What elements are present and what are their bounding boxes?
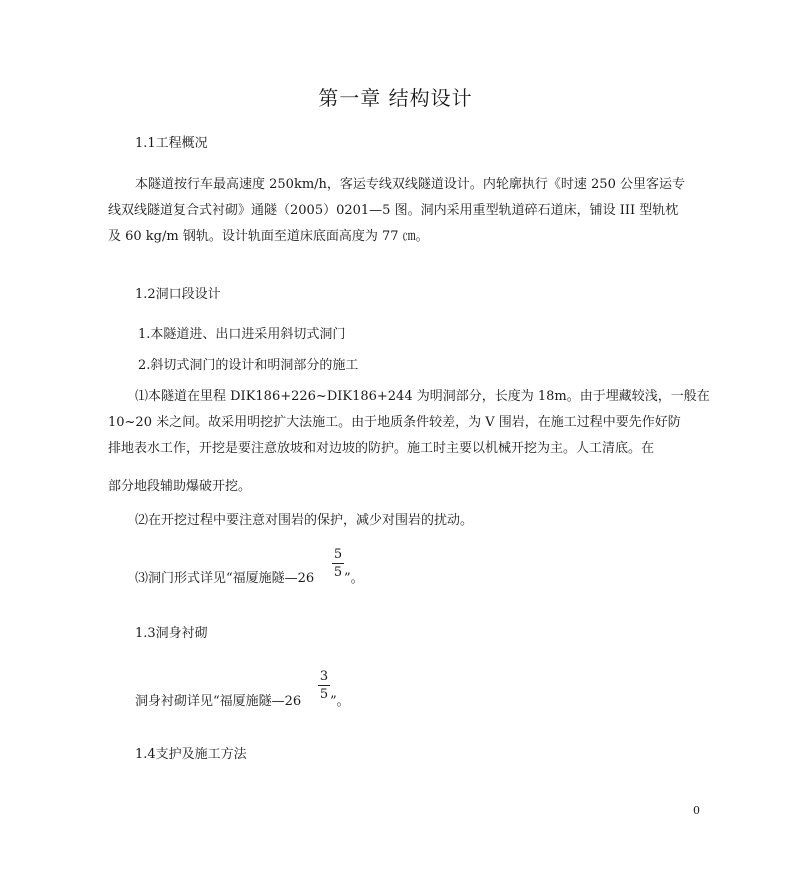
page-number: 0 <box>693 804 700 817</box>
chapter-title: 第一章 结构设计 <box>318 86 473 110</box>
paragraph-line: ⑴本隧道在里程 DIK186+226~DIK186+244 为明洞部分，长度为 18m。由于埋藏较浅，一般在 <box>135 389 710 404</box>
fraction-numerator: 3 <box>319 669 329 684</box>
paragraph-line: 10~20 米之间。故采用明挖扩大法施工。由于地质条件较差，为 V 围岩，在施工过程中要先作好防 <box>108 415 681 430</box>
list-item: 1.本隧道进、出口进采用斜切式洞门 <box>138 327 346 342</box>
paragraph-line: ”。 <box>344 571 364 586</box>
paragraph-line: 洞身衬砌详见“福厦施隧—26 <box>135 694 302 709</box>
fraction-bar <box>332 563 344 564</box>
list-item: 2.斜切式洞门的设计和明洞部分的施工 <box>138 358 359 373</box>
section-heading-1-3: 1.3洞身衬砌 <box>135 626 208 641</box>
fraction-bar <box>318 685 330 686</box>
fraction-denominator: 5 <box>319 687 329 702</box>
fraction-denominator: 5 <box>333 565 343 580</box>
fraction <box>318 669 330 702</box>
paragraph-line: 部分地段辅助爆破开挖。 <box>108 479 252 494</box>
section-heading-1-1: 1.1工程概况 <box>135 136 208 151</box>
fraction <box>332 547 344 580</box>
paragraph-line: 线双线隧道复合式衬砌》通隧（2005）0201—5 图。洞内采用重型轨道碎石道床，铺设 III 型轨枕 <box>108 203 679 218</box>
paragraph-line: ”。 <box>330 694 350 709</box>
paragraph-line: 排地表水工作，开挖是要注意放坡和对边坡的防护。施工时主要以机械开挖为主。人工清底。在 <box>108 441 655 456</box>
fraction-numerator: 5 <box>333 547 343 562</box>
paragraph-line: 及 60 kg/m 钢轨。设计轨面至道床底面高度为 77 ㎝。 <box>108 229 429 244</box>
section-heading-1-2: 1.2洞口段设计 <box>135 287 221 302</box>
paragraph-line: ⑶洞门形式详见“福厦施隧—26 <box>135 571 315 586</box>
section-heading-1-4: 1.4支护及施工方法 <box>135 747 247 762</box>
paragraph-line: 本隧道按行车最高速度 250km/h，客运专线双线隧道设计。内轮廓执行《时速 250 公里客运专 <box>135 177 685 192</box>
paragraph-line: ⑵在开挖过程中要注意对围岩的保护，减少对围岩的扰动。 <box>135 513 474 528</box>
